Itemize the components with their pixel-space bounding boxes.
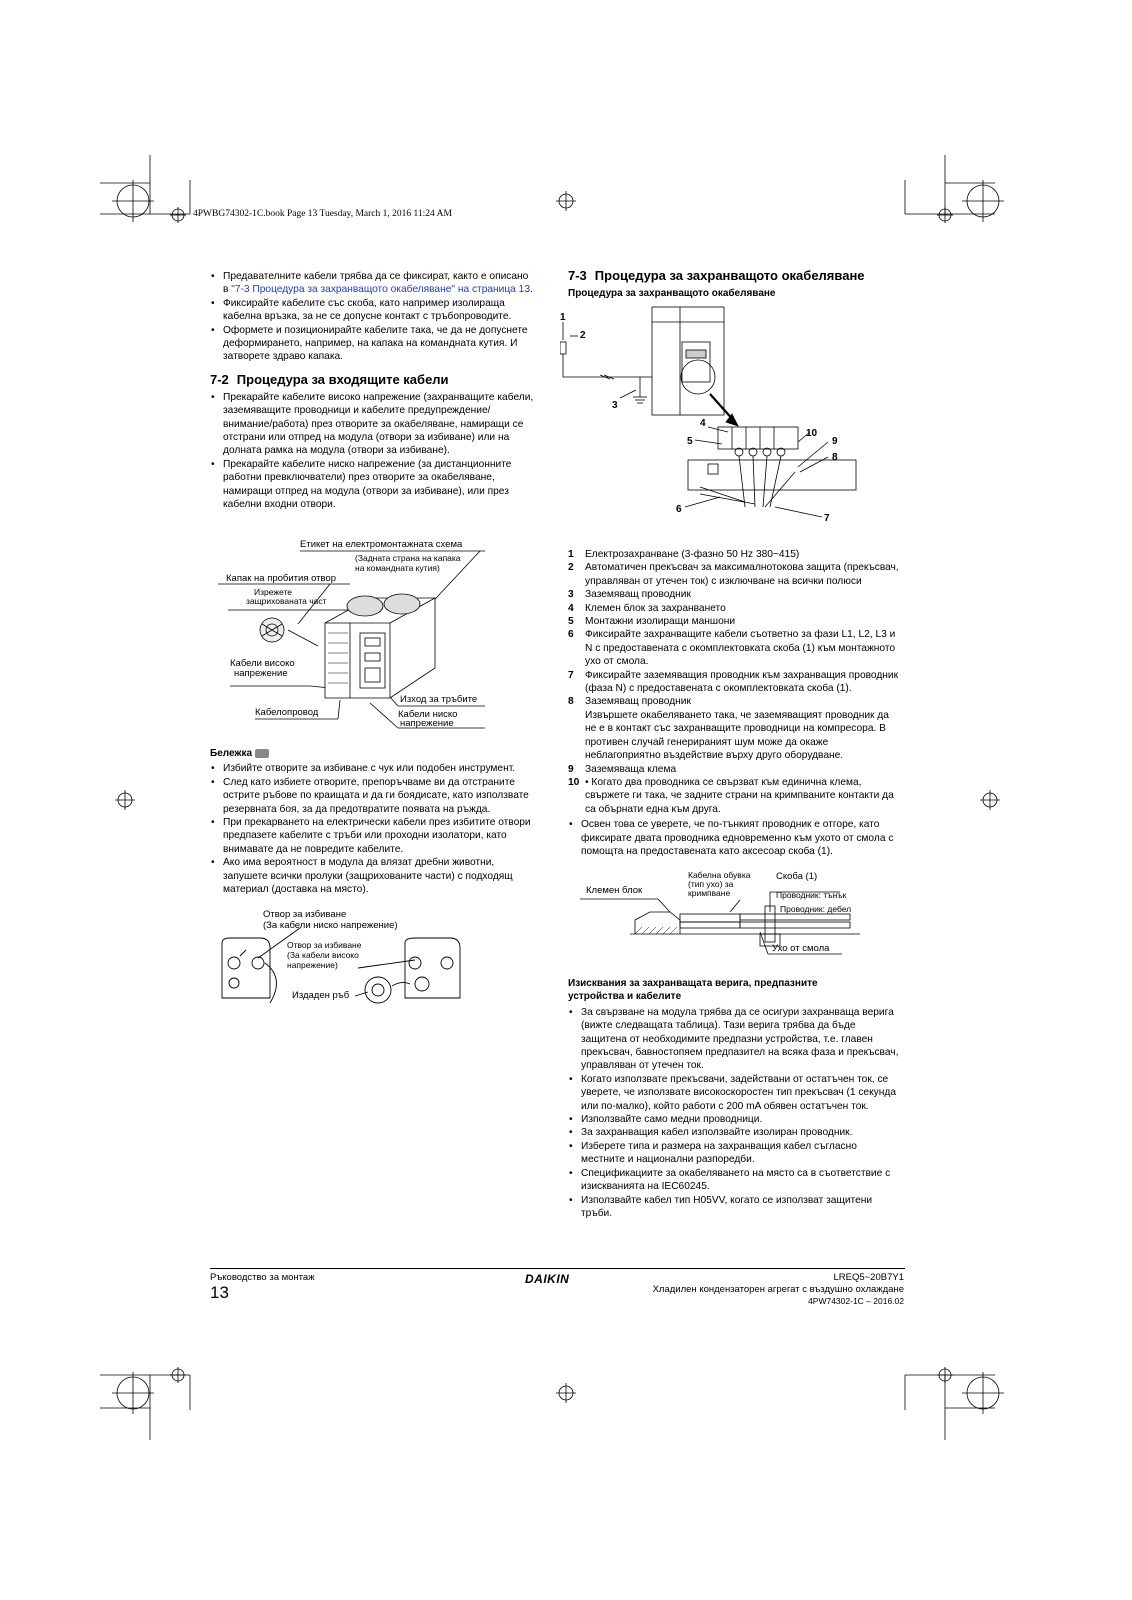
- label-crimp-3: кримпване: [688, 888, 731, 898]
- label-crimp-1: Кабелна обувка: [688, 870, 751, 880]
- list-item: • За свързване на модула трябва да се осигури захранваща верига (вижте следващата таблица). Тази верига трябва да бъде защитена от необходимите предпазни устройства, т.е. главен прекъсвач, бавностопяем предпазител на всяка фаза и прекъсвач, управляван от утечен ток.: [568, 1006, 903, 1073]
- note-hand-icon: [255, 749, 269, 758]
- label-wire-thin: Проводник: тънък: [776, 890, 847, 900]
- requirements-heading: Изисквания за захранващата верига, предпазните устройства и кабелите: [568, 978, 818, 1003]
- list-item: • Прекарайте кабелите ниско напрежение (за дистанционните работни превключватели) през отворите за окабеляване, намиращи отпред на модула (отвори за избиване), или през кабелни входни отвори.: [210, 458, 535, 512]
- list-item: • Фиксирайте кабелите със скоба, като например изолираща кабелна връзка, за не се допусне контакт с тръбопроводите.: [210, 297, 535, 324]
- callout-8: 8: [832, 452, 838, 463]
- list-item: • Избийте отворите за избиване с чук или подобен инструмент.: [210, 762, 535, 775]
- requirements-bullet-list: [568, 1006, 903, 1221]
- list-item: • При прекарването на електрически кабели през избитите отвори предпазете кабелите с тръби или проходни изолатори, като внимавате да не повредите кабелите.: [210, 816, 535, 856]
- list-item: • За захранващия кабел използвайте изолиран проводник.: [568, 1126, 903, 1139]
- footer-product: Хладилен кондензаторен агрегат с въздушно охлаждане: [652, 1284, 904, 1295]
- requirements-section: [568, 975, 903, 1220]
- book-info-line: 4PWBG74302-1C.book Page 13 Tuesday, March 1, 2016 11:24 AM: [193, 209, 452, 219]
- callout-5: 5: [687, 436, 693, 447]
- label-cut-1: Изрежете: [254, 587, 293, 597]
- list-item: • Използвайте кабел тип H05VV, когато се използват защитени тръби.: [568, 1194, 903, 1221]
- right-column: [568, 268, 903, 302]
- legend-item: 7 Фиксирайте заземяващия проводник към захранващия проводник (фаза N) с предоставената с окомплектовката скоба (1).: [568, 669, 899, 695]
- note-section: [210, 745, 535, 896]
- label-wire-thick: Проводник: дебел: [780, 904, 852, 914]
- note-bullet-list: [210, 762, 535, 896]
- label-low-voltage-2: напрежение: [400, 718, 454, 729]
- list-item: • Използвайте само медни проводници.: [568, 1113, 903, 1126]
- legend-item: 6 Фиксирайте захранващите кабели съответно за фази L1, L2, L3 и N с предоставената с окомплектовката скоба (1) към монтажното ухо от смола.: [568, 629, 896, 668]
- label-lv-knockout-1: Отвор за избиване: [263, 909, 347, 920]
- label-high-voltage-1: Кабели високо: [230, 658, 295, 669]
- knockout-holes-figure: [210, 908, 500, 1016]
- label-high-voltage-2: напрежение: [234, 668, 288, 679]
- label-burr: Издаден ръб: [292, 990, 350, 1001]
- footer-doc-number: 4PW74302-1C – 2016.02: [808, 1296, 904, 1306]
- legend-item: 3 Заземяващ проводник: [568, 589, 691, 601]
- callout-9: 9: [832, 436, 838, 447]
- label-pipe-exit: Изход за тръбите: [400, 694, 478, 705]
- crimp-terminal-figure: [580, 872, 870, 962]
- label-wiring-diagram-note-2: на командната кутия): [355, 563, 440, 573]
- list-item: • След като избиете отворите, препоръчваме ви да отстраните острите ръбове по краищата и да ги боядисате, като използвате резервната боя, за да предотвратите появата на ръжда.: [210, 776, 535, 816]
- section-heading-7-2: 7-2 Процедура за входящите кабели: [210, 371, 449, 387]
- legend-item: 2 Автоматичен прекъсвач за максималнотокова защита (прекъсвач, управляван от утечен ток) с изключване на всички полюси: [568, 562, 899, 587]
- label-low-voltage-1: Кабели ниско: [398, 709, 458, 720]
- label-wiring-diagram-note-1: (Задната страна на капака: [355, 553, 461, 563]
- section-bullet-list: [210, 391, 535, 512]
- callout-2: 2: [580, 330, 586, 341]
- power-wiring-figure: [560, 302, 860, 532]
- label-crimp-2: (тип ухо) за: [688, 879, 734, 889]
- legend-item: 8 Заземяващ проводник: [568, 696, 691, 708]
- callout-4: 4: [700, 418, 706, 429]
- callout-6: 6: [676, 504, 682, 515]
- callout-10: 10: [806, 428, 818, 439]
- legend-list: [568, 548, 903, 816]
- label-hv-knockout-3: напрежение): [287, 960, 338, 970]
- footer-rule: [210, 1268, 905, 1269]
- daikin-logo: DAIKIN: [525, 1272, 570, 1286]
- intro-bullet-list: [210, 270, 535, 364]
- list-item: • Когато използвате прекъсвачи, задействани от остатъчен ток, се уверете, че използвате високоскоростен тип прекъсвач (1 секунда или по-малко), който работи с 200 mA обявен остатъчен ток.: [568, 1073, 903, 1113]
- list-item: • Спецификациите за окабеляването на място са в съответствие с изискванията на IEC60245.: [568, 1167, 903, 1194]
- footer-manual-title: Ръководство за монтаж: [210, 1272, 315, 1283]
- label-terminal-block: Клемен блок: [586, 885, 643, 896]
- list-item: • Освен това се уверете, че по-тънкият проводник е отгоре, като фиксирате двата проводника едновременно към ухото от смола с помощта на предоставената като аксесоар скоба (1).: [568, 818, 903, 858]
- callout-7: 7: [824, 513, 830, 524]
- legend-item: 4 Клемен блок за захранването: [568, 602, 726, 614]
- legend-item: 5 Монтажни изолиращи маншони: [568, 616, 736, 628]
- list-item: • Предавателните кабели трябва да се фиксират, както е описано в "7-3 Процедура за захранващото окабеляване" на страница 13.: [210, 270, 535, 297]
- legend-item: 1 Електрозахранване (3-фазно 50 Hz 380~415): [568, 549, 800, 560]
- label-resin-ear: Ухо от смола: [772, 943, 830, 954]
- label-lv-knockout-2: (За кабели ниско напрежение): [263, 920, 398, 931]
- legend-item: 9 Заземяваща клема: [568, 763, 677, 775]
- legend-section: [568, 548, 903, 858]
- note-heading: Бележка: [210, 747, 535, 760]
- label-hv-knockout-2: (За кабели високо: [287, 950, 359, 960]
- label-clamp: Скоба (1): [776, 871, 818, 882]
- left-column: [210, 270, 535, 512]
- section-subtitle: Процедура за захранващото окабеляване: [568, 288, 776, 299]
- list-item: • Изберете типа и размера на захранващия кабел съгласно местните и национални разпоредби.: [568, 1140, 903, 1167]
- label-knockout-cover: Капак на пробития отвор: [226, 573, 337, 584]
- list-item: • Прекарайте кабелите високо напрежение (захранващите кабели, заземяващите проводници и кабелите предупреждение/внимание/работа) през отворите за окабеляване, намиращи се отстрани или отпред на модула (отвори за избиване) или на долната рамка на модула (отвори за избиване).: [210, 391, 535, 458]
- list-item: • Оформете и позиционирайте кабелите така, че да не допуснете деформирането, например, на капака на командната кутия. И затворете здраво капака.: [210, 324, 535, 364]
- legend-item: 10 • Когато два проводника се свързват към единична клема, свържете ги така, че задните страни на кримпваните контакти да са обърнати една към друга.: [568, 776, 894, 815]
- extra-bullet-list: [568, 818, 903, 858]
- label-wiring-diagram: Етикет на електромонтажната схема: [300, 539, 463, 550]
- cross-reference-link[interactable]: "7-3 Процедура за захранващото окабеляване" на страница 13: [231, 284, 531, 296]
- knockout-figure: [210, 538, 500, 738]
- callout-3: 3: [612, 400, 618, 411]
- section-heading-7-3: 7-3 Процедура за захранващото окабеляване: [568, 268, 865, 283]
- callout-1: 1: [560, 312, 566, 323]
- label-hv-knockout-1: Отвор за избиване: [287, 940, 362, 950]
- footer-model: LREQ5~20B7Y1: [833, 1272, 904, 1283]
- footer-page-number: 13: [210, 1283, 229, 1302]
- list-item: • Ако има вероятност в модула да влязат дребни животни, запушете всички пролуки (защрихованите части) с подходящ материал (доставка на място).: [210, 856, 535, 896]
- legend-item: Извършете окабеляването така, че заземяващият проводник да не е в контакт със захранващите проводници на компресора. В противен случай генерираният шум може да окаже неблагоприятно въздействие върху друго оборудване.: [585, 709, 889, 762]
- label-cut-2: защрихованата част: [246, 596, 327, 606]
- label-conduit: Кабелопровод: [255, 707, 319, 718]
- power-wiring-drawing: [560, 302, 860, 532]
